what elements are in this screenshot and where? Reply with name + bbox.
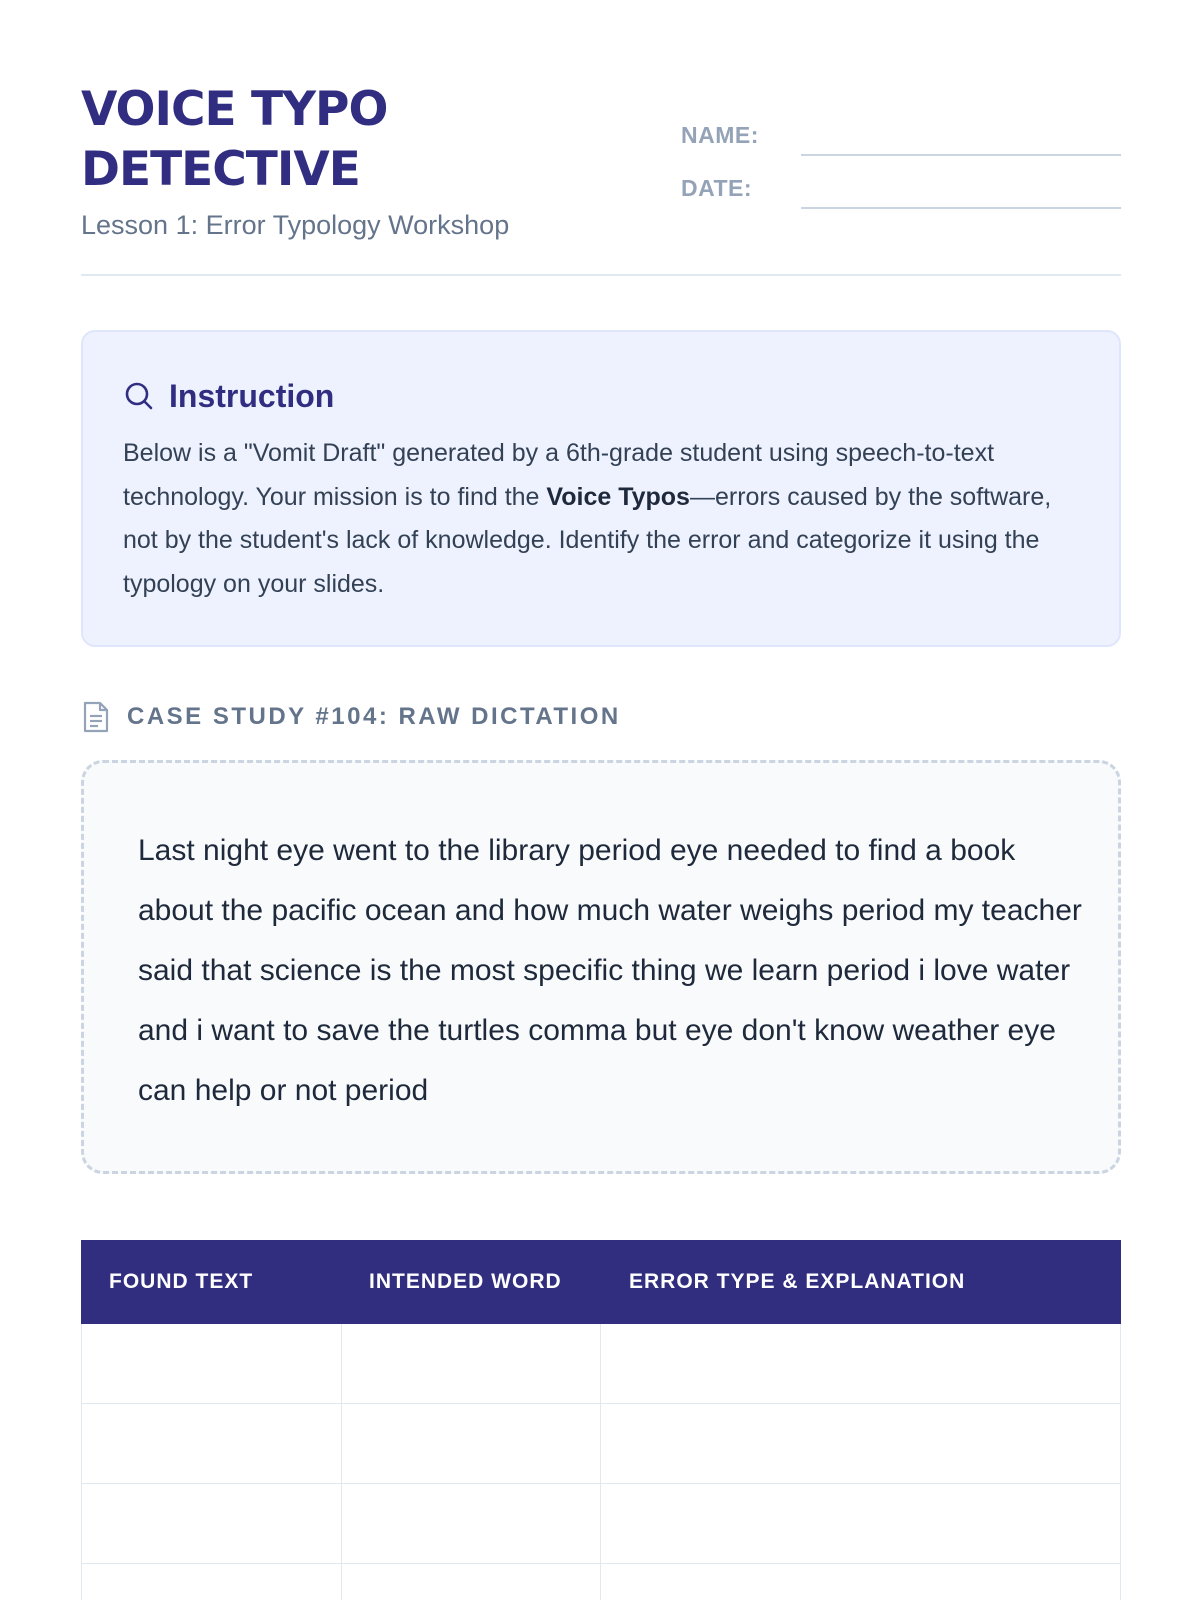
instruction-text-part1: Below is a "Vomit Draft" generated by a 6th-grade student using speech-to-text technology. Your mission is to find the [123,439,995,511]
table-header [81,1240,1121,1324]
dictation-text: Last night eye went to the library period eye needed to find a book about the pacific ocean and how much water weighs period my teacher said that science is the most specific thing we learn period i love water and i want to save the turtles comma but eye don't know weather eye can help or not period [138,834,1082,1107]
lesson-subtitle: Lesson 1: Error Typology Workshop [81,210,510,240]
error-table [81,1240,1121,1600]
date-row [681,165,1121,218]
column-header-error-type: ERROR TYPE & EXPLANATION [629,1270,966,1293]
table-cell-intended-word[interactable] [342,1564,602,1600]
page-title [81,80,501,200]
table-cell-error-type[interactable] [601,1564,1120,1600]
name-field[interactable] [801,154,1121,156]
name-row [681,112,1121,165]
dictation-box [81,760,1121,1174]
case-study-heading [81,700,621,734]
case-study-title: CASE STUDY #104: RAW DICTATION [127,703,621,730]
table-cell-error-type[interactable] [601,1484,1120,1563]
instruction-text [123,432,1078,606]
table-row [81,1324,1121,1404]
instruction-heading [123,376,334,416]
column-header-found-text: FOUND TEXT [109,1270,254,1293]
instruction-text-bold: Voice Typos [546,482,690,511]
date-field[interactable] [801,207,1121,209]
worksheet-header [81,0,1121,276]
document-icon [81,700,111,734]
page-title-line1: VOICE TYPO [81,82,388,137]
table-cell-error-type[interactable] [601,1404,1120,1483]
table-cell-intended-word[interactable] [342,1324,602,1403]
table-row [81,1564,1121,1600]
student-info [681,112,1121,218]
instruction-title: Instruction [169,377,335,414]
instruction-text-part2: —errors caused by the software, not by the student's lack of knowledge. Identify the error and categorize it using the typology on your slides. [123,482,1052,598]
table-row [81,1484,1121,1564]
table-cell-found-text[interactable] [82,1484,342,1563]
table-cell-found-text[interactable] [82,1324,342,1403]
instruction-box [81,330,1121,647]
table-cell-found-text[interactable] [82,1564,342,1600]
search-icon [123,380,155,412]
date-label: DATE: [681,175,753,201]
page-title-line2: DETECTIVE [81,142,360,197]
name-label: NAME: [681,122,759,148]
table-cell-intended-word[interactable] [342,1404,602,1483]
column-header-intended-word: INTENDED WORD [369,1270,562,1293]
table-cell-error-type[interactable] [601,1324,1120,1403]
table-cell-intended-word[interactable] [342,1484,602,1563]
table-cell-found-text[interactable] [82,1404,342,1483]
worksheet-page [81,0,1121,1293]
table-row [81,1404,1121,1484]
